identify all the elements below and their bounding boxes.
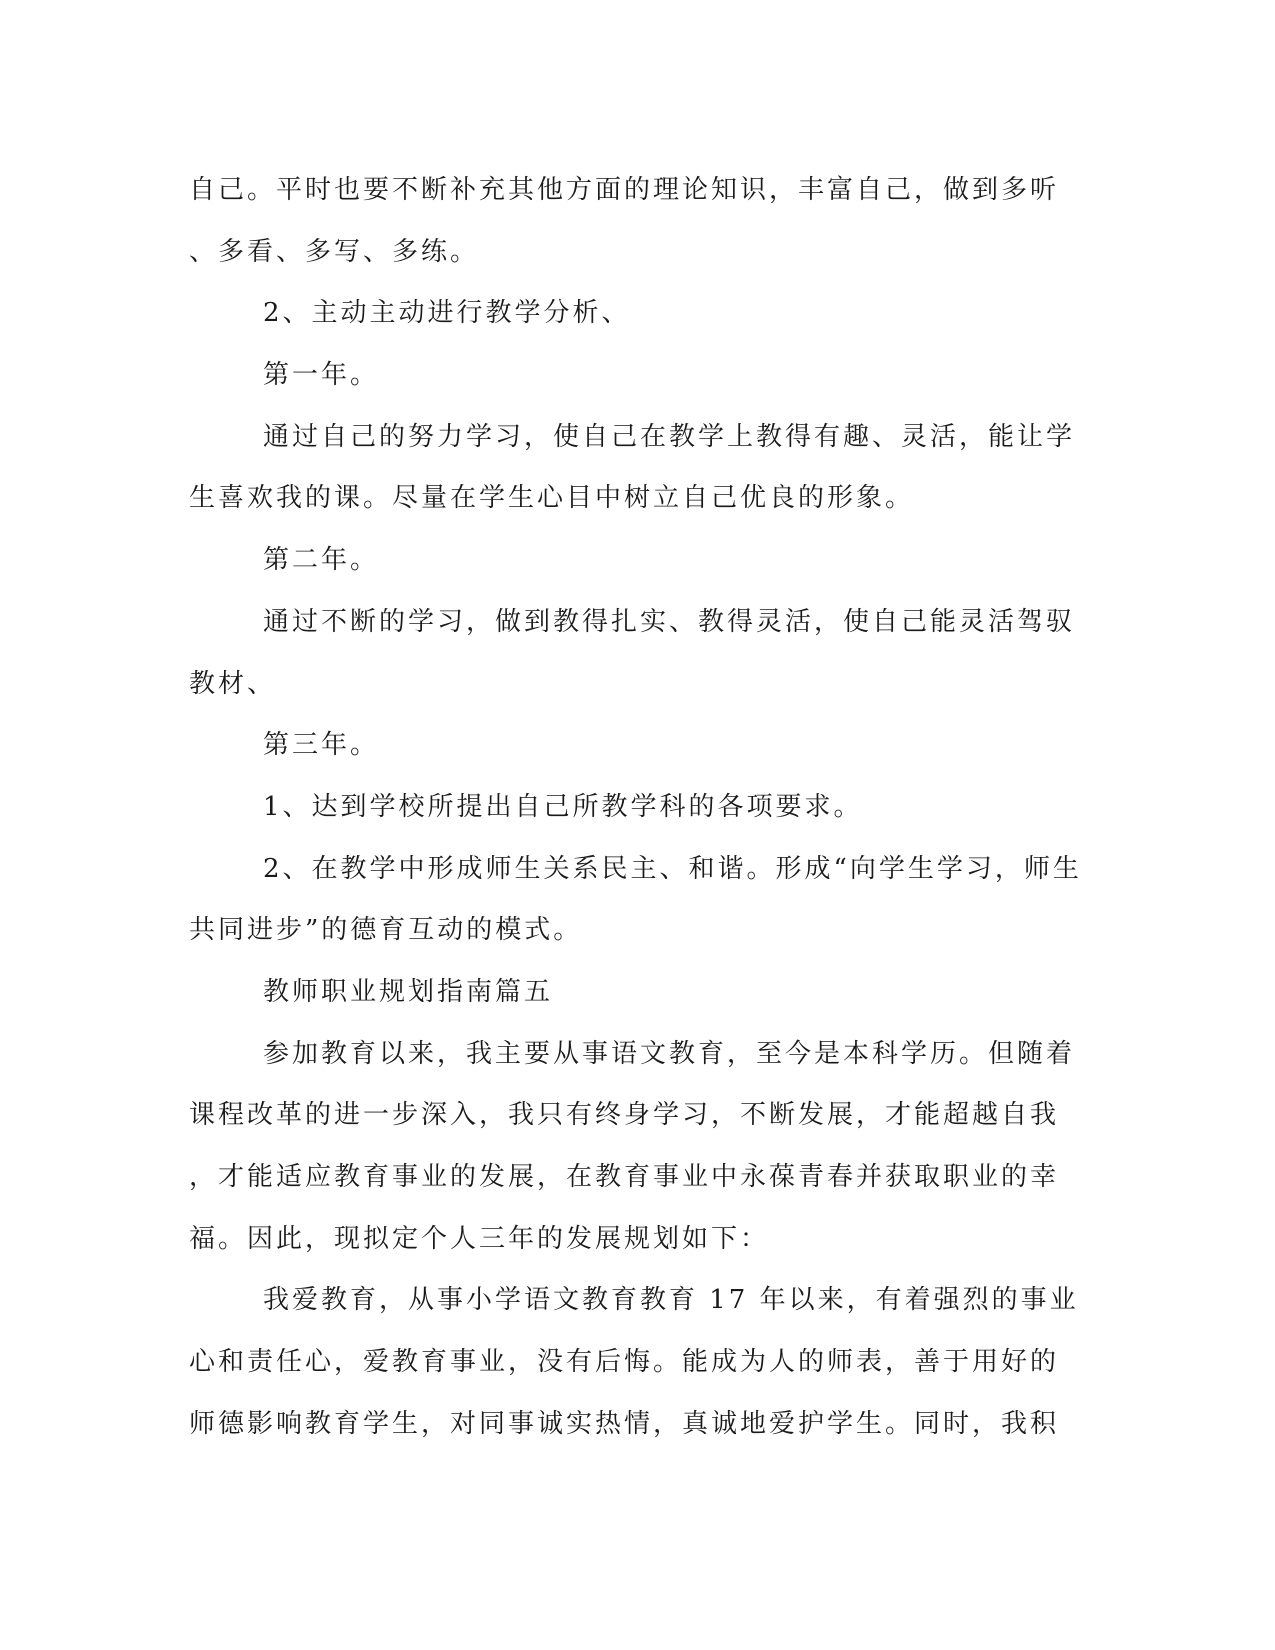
chapter-title: 教师职业规划指南篇五 [263, 976, 554, 1007]
section-heading-year-two: 第二年。 [263, 545, 380, 576]
text-line: 心和责任心，爱教育事业，没有后悔。能成为人的师表，善于用好的 [189, 1347, 1060, 1378]
section-heading-year-three: 第三年。 [263, 730, 380, 761]
text-line: 自己。平时也要不断补充其他方面的理论知识，丰富自己，做到多听 [189, 175, 1060, 205]
text-line: 共同进步”的德育互动的模式。 [189, 915, 583, 946]
text-line: 师德影响教育学生，对同事诚实热情，真诚地爱护学生。同时，我积 [189, 1408, 1060, 1439]
document-body [189, 160, 1089, 1455]
text-line: 通过自己的努力学习，使自己在教学上教得有趣、灵活，能让学 [263, 421, 1076, 452]
text-line: ，才能适应教育事业的发展，在教育事业中永葆青春并获取职业的幸 [189, 1162, 1060, 1192]
text-line: 教材、 [189, 668, 277, 699]
text-line: 2、主动主动进行教学分析、 [263, 298, 631, 329]
text-line: 生喜欢我的课。尽量在学生心目中树立自己优良的形象。 [189, 483, 915, 514]
text-line: 通过不断的学习，做到教得扎实、教得灵活，使自己能灵活驾驭 [263, 606, 1076, 637]
text-line: 我爱教育，从事小学语文教育教育 17 年以来，有着强烈的事业 [263, 1285, 1079, 1316]
text-line: 福。因此，现拟定个人三年的发展规划如下： [189, 1223, 770, 1254]
text-line: 1、达到学校所提出自己所教学科的各项要求。 [263, 791, 863, 822]
section-heading-year-one: 第一年。 [263, 360, 380, 391]
text-line: 、多看、多写、多练。 [189, 236, 480, 267]
text-line: 课程改革的进一步深入，我只有终身学习，不断发展，才能超越自我 [189, 1100, 1060, 1131]
text-line: 参加教育以来，我主要从事语文教育，至今是本科学历。但随着 [263, 1038, 1076, 1069]
text-line: 2、在教学中形成师生关系民主、和谐。形成“向学生学习，师生 [263, 853, 1082, 884]
